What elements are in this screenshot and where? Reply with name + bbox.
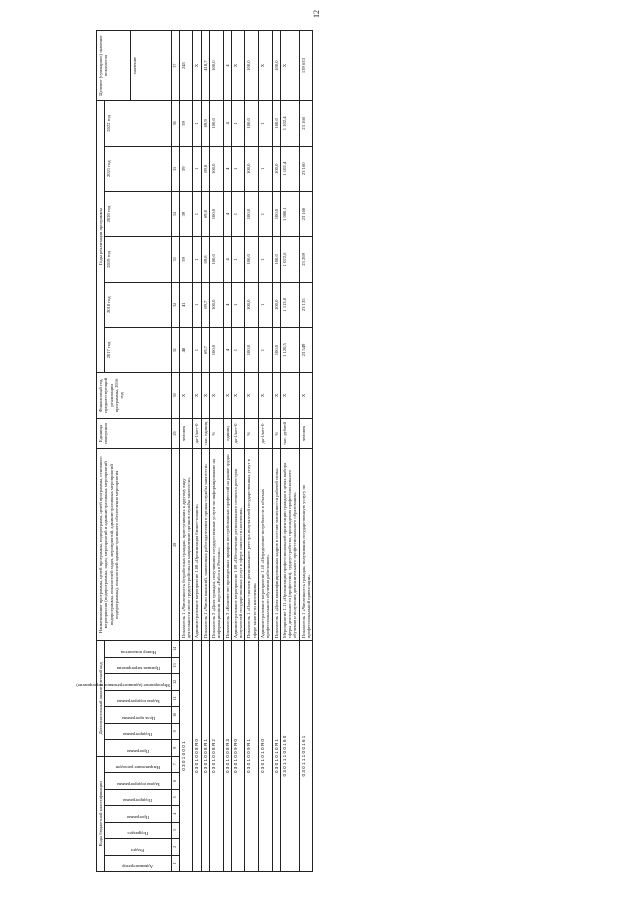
year-header: 2017 год [105, 327, 172, 372]
row-target: 245 [179, 31, 193, 101]
row-year-value: 100,0 [272, 237, 280, 282]
page-number: 12 [312, 10, 321, 18]
column-number: 1 [172, 855, 180, 871]
row-year-value: 4 [223, 282, 231, 327]
row-year-value: 4 [223, 327, 231, 372]
column-number: 28 [172, 449, 180, 641]
column-number: 5 [172, 789, 180, 805]
row-fin-year: X [210, 373, 224, 418]
row-year-value: 100,0 [245, 146, 259, 191]
row-year-value: 23 160 [299, 146, 313, 191]
column-number: 4 [172, 806, 180, 822]
column-number: 30 [172, 373, 180, 418]
table-row [201, 31, 209, 872]
row-year-value: 1 022,6 [280, 237, 299, 282]
row-unit: единиц [223, 418, 231, 449]
row-year-value: 1 [258, 327, 272, 372]
code-col-header: Подраздел [128, 831, 149, 837]
row-year-value: 48 [179, 327, 193, 372]
code-col-header: Задача подпрограммы [116, 699, 160, 705]
row-year-value: 69,8 [201, 237, 209, 282]
row-fin-year: X [231, 373, 245, 418]
row-year-value: 23 135 [299, 282, 313, 327]
table-row [179, 31, 193, 872]
code-col-header: Программа [127, 748, 150, 754]
column-number: 32 [172, 282, 180, 327]
row-name: Административное мероприятие 1.10 «Определение потребности в объемах профессионального обучения работников» [258, 449, 272, 641]
table-row [272, 31, 280, 872]
row-year-value: 69,9 [201, 101, 209, 146]
row-year-value: 1 [193, 146, 201, 191]
row-code: 0 3 0 1 1 1 0 0 1 6 0 [280, 641, 299, 872]
row-name: Административное мероприятие 1.09 «Обеспечение регионального сегмента реестров получателей государственных услуг в сфере занятости населения» [231, 449, 245, 641]
row-name: Показатель 3 «Количество проведенных ярмарок востребованных профессий на рынке труда» [223, 449, 231, 641]
year-header: 2021 год [105, 146, 172, 191]
row-unit: тыс. рублей [280, 418, 299, 449]
budget-class-header: Коды бюджетной классификации [97, 756, 105, 871]
row-fin-year: X [280, 373, 299, 418]
fin-year-column-header: Финансовый год, предшествующий реализации программы, 2016 год [97, 373, 172, 418]
column-number: 36 [172, 101, 180, 146]
row-year-value: 1 [231, 282, 245, 327]
row-year-value: 1 113,8 [280, 282, 299, 327]
year-header: 2022 год [105, 101, 172, 146]
row-year-value: 1 [258, 237, 272, 282]
row-name: Показатель 1 «Доля квалифицированных кадров в составе численности рабочей силы» [272, 449, 280, 641]
row-target: 418,7 [201, 31, 209, 101]
row-name: Показатель 1 «Число вакансий, заявленных работодателями в органы службы занятости» [201, 449, 209, 641]
row-name: Показатель 1 «Численность граждан, получивших государственную услугу по профессиональной ориентации» [299, 449, 313, 641]
name-column-header: Наименование программы, целей программы, подпрограмм, целей программы, основного мероприятия (подпрограммы, задач, мероприятий и административных мероприятий подпрограммы, показателей задач, мероприятий, административных мероприятий подпрограммы), показателей административного обеспечения мероприятия [97, 449, 172, 641]
row-unit: человек [179, 418, 193, 449]
column-number: 13 [172, 657, 180, 673]
target-column-header: Целевое (суммарное) значение показателя [97, 31, 131, 101]
row-year-value: 4 [223, 146, 231, 191]
year-header: 2019 год [105, 237, 172, 282]
code-col-header: Подпрограмма [123, 732, 153, 738]
column-number: 33 [172, 237, 180, 282]
row-code: 0 3 0 1 0 0 8 Я 3 [223, 641, 231, 872]
column-number: 35 [172, 146, 180, 191]
row-target: X [193, 31, 201, 101]
code-col-header: Номер показателя [120, 649, 156, 655]
row-fin-year: X [258, 373, 272, 418]
row-target: X [231, 31, 245, 101]
row-year-value: 100,0 [210, 101, 224, 146]
row-fin-year: X [179, 373, 193, 418]
row-year-value: 1 [193, 101, 201, 146]
column-number: 8 [172, 740, 180, 756]
row-year-value: 1 [258, 282, 272, 327]
code-col-header: Администратор [122, 864, 154, 869]
row-year-value: 39 [179, 146, 193, 191]
column-number: 12 [172, 674, 180, 690]
column-number: 14 [172, 641, 180, 658]
row-year-value: 1 [231, 146, 245, 191]
row-year-value: 69,8 [201, 146, 209, 191]
column-number: 37 [172, 31, 180, 101]
row-code: 0 3 0 1 0 1 0 Я 0 [258, 641, 272, 872]
row-name: Показатель 2 «Доля граждан, получивших государственные услуги по информированию на информационном портале «Работа в России»» [210, 449, 224, 641]
row-year-value: 1 080,1 [280, 191, 299, 236]
row-year-value: 23 269 [299, 237, 313, 282]
code-col-header: Направление расходов [116, 765, 161, 771]
row-year-value: 1 120,5 [280, 327, 299, 372]
table-row [193, 31, 201, 872]
table-row [231, 31, 245, 872]
code-col-header: Признак мероприятия [116, 666, 160, 672]
column-number: 34 [172, 191, 180, 236]
row-code: 0 3 0 1 0 0 8 Я 0 [193, 641, 201, 872]
table-body [172, 31, 313, 872]
row-year-value: 1 [193, 237, 201, 282]
extra-class-header: Дополнительный аналитический код [97, 641, 105, 756]
row-year-value: 100,0 [210, 282, 224, 327]
row-code: 0 3 0 1 0 0 0 1 [179, 641, 193, 872]
column-number: 2 [172, 839, 180, 855]
row-year-value: 1 [258, 101, 272, 146]
row-year-value: 39 [179, 237, 193, 282]
row-year-value: 100,0 [210, 191, 224, 236]
row-year-value: 23 160 [299, 101, 313, 146]
code-col-header: Программа [127, 814, 150, 820]
row-fin-year: X [245, 373, 259, 418]
row-year-value: 1 [193, 191, 201, 236]
row-year-value: 1 [231, 237, 245, 282]
column-number: 29 [172, 418, 180, 449]
column-number: 6 [172, 773, 180, 789]
row-code: 0 3 0 1 0 0 9 Я 0 [231, 641, 245, 872]
row-year-value: 69,7 [201, 327, 209, 372]
row-year-value: 41 [179, 282, 193, 327]
row-unit: да-1/нет-0 [258, 418, 272, 449]
row-year-value: 100,0 [245, 191, 259, 236]
row-target: 139 633 [299, 31, 313, 101]
column-number: 11 [172, 690, 180, 706]
row-year-value: 4 [223, 191, 231, 236]
row-year-value: 1 [231, 101, 245, 146]
row-year-value: 100,0 [272, 146, 280, 191]
column-number: 31 [172, 327, 180, 372]
row-unit: тыс. единиц [201, 418, 209, 449]
code-col-header: Мероприятие (административное мероприятие) [76, 682, 171, 688]
row-target: 100,0 [245, 31, 259, 101]
row-unit: % [210, 418, 224, 449]
row-year-value: 4 [223, 237, 231, 282]
row-unit: да-1/нет-0 [193, 418, 201, 449]
row-year-value: 100,0 [245, 282, 259, 327]
row-year-value: 100,0 [245, 101, 259, 146]
row-name: Показатель 1 «Численность безработных граждан, приступивших к другому виду деятельности после трудоустройства по направлению органов службы занятости» [179, 449, 193, 641]
row-year-value: 23 549 [299, 327, 313, 372]
row-year-value: 100,0 [245, 237, 259, 282]
row-fin-year: X [193, 373, 201, 418]
table-row [299, 31, 313, 872]
row-code: 0 3 0 1 0 0 8 Я 2 [210, 641, 224, 872]
table-row [280, 31, 299, 872]
column-number: 10 [172, 707, 180, 723]
row-year-value: 1 102,4 [280, 101, 299, 146]
row-target: 100,0 [272, 31, 280, 101]
row-year-value: 39 [179, 101, 193, 146]
row-year-value: 1 [231, 191, 245, 236]
row-code: 0 3 0 1 0 1 0 Я 1 [272, 641, 280, 872]
row-code: 0 3 0 1 1 1 0 0 1 6 1 [299, 641, 313, 872]
row-year-value: 1 [193, 282, 201, 327]
code-col-header: Задача подпрограммы [116, 781, 160, 787]
row-year-value: 100,0 [272, 327, 280, 372]
table-row [245, 31, 259, 872]
unit-column-header: Единица измерения [97, 418, 172, 449]
column-number: 3 [172, 822, 180, 838]
years-group-header: Годы реализации программы [97, 101, 105, 373]
row-name: Мероприятие 1.11 «Организация профессиональной ориентации граждан в целях выбора сферы деятельности (профессии), трудоустройства, прохождения профессионального обучения и получения дополнительного профессионального образования» [280, 449, 299, 641]
row-target: 4 [223, 31, 231, 101]
row-unit: да-1/нет-0 [231, 418, 245, 449]
row-code: 0 3 0 1 0 0 9 Я 1 [245, 641, 259, 872]
row-year-value: 4 [223, 101, 231, 146]
column-number: 9 [172, 723, 180, 739]
column-number: 7 [172, 756, 180, 773]
row-year-value: 39 [179, 191, 193, 236]
rotated-table-sheet [76, 30, 596, 872]
program-indicators-table [76, 30, 313, 872]
row-year-value: 69,7 [201, 282, 209, 327]
row-year-value: 1 [258, 146, 272, 191]
code-col-header: Подпрограмма [123, 798, 153, 804]
row-name: Показатель 1 «Охват снятием регионального реестра получателей государственных услуг в сфере занятости населения» [245, 449, 259, 641]
row-year-value: 100,0 [210, 146, 224, 191]
row-year-value: 100,0 [272, 101, 280, 146]
column-number-row [172, 31, 180, 872]
row-year-value: 100,0 [210, 237, 224, 282]
row-unit: человек [299, 418, 313, 449]
row-year-value: 69,8 [201, 191, 209, 236]
row-year-value: 23 160 [299, 191, 313, 236]
row-year-value: 100,0 [272, 191, 280, 236]
row-fin-year: X [299, 373, 313, 418]
code-col-header: Цель программы [121, 715, 155, 721]
row-year-value: 100,0 [210, 327, 224, 372]
row-year-value: 100,0 [272, 282, 280, 327]
row-target: 100,0 [210, 31, 224, 101]
row-year-value: 1 [231, 327, 245, 372]
row-year-value: 1 102,4 [280, 146, 299, 191]
row-fin-year: X [201, 373, 209, 418]
year-header: 2018 год [105, 282, 172, 327]
row-year-value: 100,0 [245, 327, 259, 372]
year-header: 2020 год [105, 191, 172, 236]
table-row [258, 31, 272, 872]
table-row [223, 31, 231, 872]
row-target: X [258, 31, 272, 101]
row-unit: % [272, 418, 280, 449]
row-fin-year: X [223, 373, 231, 418]
row-fin-year: X [272, 373, 280, 418]
row-year-value: 1 [258, 191, 272, 236]
table-row [210, 31, 224, 872]
target-value-subheader: значение [131, 31, 172, 101]
row-name: Административное мероприятие 1.08 «Организация бизнес-планов» [193, 449, 201, 641]
row-year-value: 1 [193, 327, 201, 372]
row-unit: % [245, 418, 259, 449]
code-col-header: Раздел [131, 847, 145, 853]
row-target: X [280, 31, 299, 101]
row-code: 0 3 0 1 0 0 8 Я 1 [201, 641, 209, 872]
